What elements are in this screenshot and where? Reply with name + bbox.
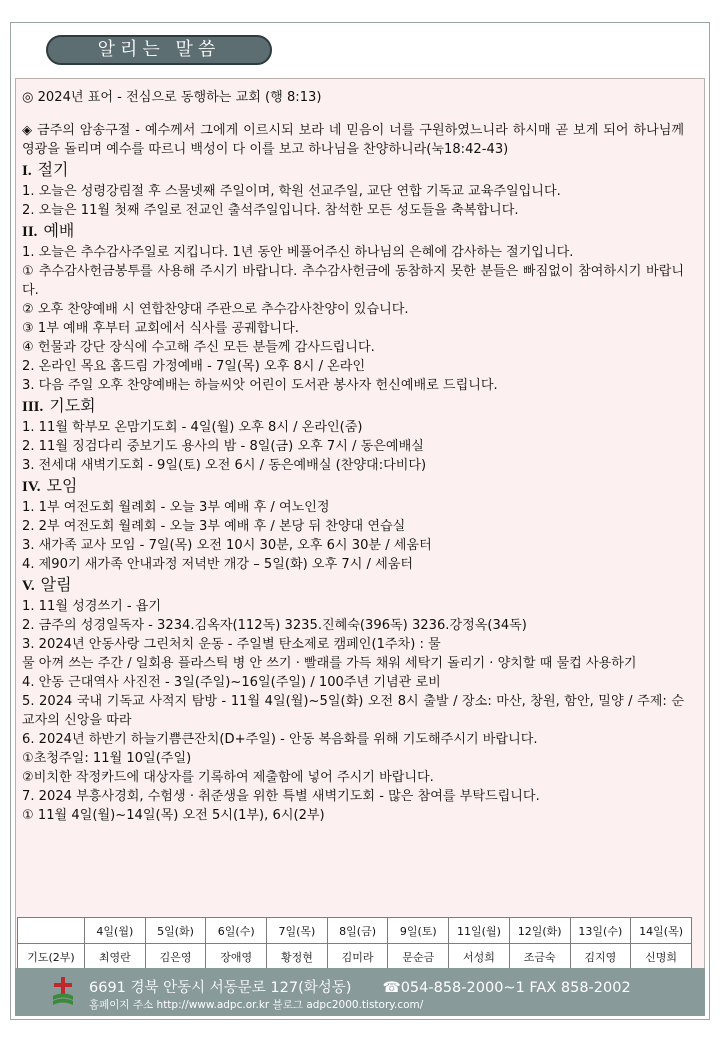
schedule-day: 11일(월): [449, 918, 510, 944]
announcement-content: [22, 88, 684, 825]
section-title: 절기: [37, 160, 69, 179]
schedule-header-row: [18, 918, 692, 944]
announcement-item: 2. 11월 징검다리 중보기도 용사의 밤 - 8일(금) 오후 7시 / 동은예배실: [22, 439, 424, 454]
announcement-item: 4. 제90기 새가족 안내과정 저녁반 개강 – 5일(화) 오후 7시 / 세움터: [22, 557, 414, 572]
address: 6691 경북 안동시 서동문로 127(화성동): [89, 980, 352, 996]
announcement-item: 3. 새가족 교사 모임 - 7일(목) 오전 10시 30분, 오후 6시 30분 / 세움터: [22, 538, 432, 553]
section-number: I.: [22, 163, 32, 179]
schedule-corner-cell: [18, 918, 85, 944]
announcement-item: 7. 2024 부흥사경회, 수험생 · 취준생을 위한 특별 새벽기도회 - 많은 참여를 부탁드립니다.: [22, 789, 540, 804]
year-motto: ◎ 2024년 표어 - 전심으로 동행하는 교회 (행 8:13): [22, 90, 322, 105]
announcement-item: 1. 오늘은 성령강림절 후 스물넷째 주일이며, 학원 선교주일, 교단 연합 기독교 교육주일입니다.: [22, 184, 561, 199]
announcement-item: 5. 2024 국내 기독교 사적지 탐방 - 11월 4일(월)~5일(화) 오전 8시 출발 / 장소: 마산, 창원, 함안, 밀양 / 주제: 순교자의 신앙을 따라: [22, 694, 684, 728]
section-heading: [22, 475, 684, 498]
announcement-item: ④ 헌물과 강단 장식에 수고해 주신 모든 분들께 감사드립니다.: [22, 340, 375, 355]
schedule-name: 김지영: [570, 944, 631, 970]
section-title: 기도회: [49, 396, 96, 415]
schedule-name: 김은영: [145, 944, 206, 970]
section-number: II.: [22, 224, 38, 240]
schedule-day: 14일(목): [631, 918, 692, 944]
announcement-item: 1. 11월 학부모 온맘기도회 - 4일(월) 오후 8시 / 온라인(줌): [22, 420, 363, 435]
announcement-item: 1. 1부 여전도회 월례회 - 오늘 3부 예배 후 / 여노인정: [22, 500, 330, 515]
schedule-day: 5일(화): [145, 918, 206, 944]
section-title: 알림: [40, 575, 72, 594]
phone-fax: ☎054-858-2000~1 FAX 858-2002: [382, 980, 631, 996]
announcement-item: ③ 1부 예배 후부터 교회에서 식사를 공궤합니다.: [22, 321, 299, 336]
announcement-item: 6. 2024년 하반기 하늘기쁨큰잔치(D+주일) - 안동 복음화를 위해 기도해주시기 바랍니다.: [22, 732, 538, 747]
schedule-day: 8일(금): [327, 918, 388, 944]
announcement-item: 3. 전세대 새벽기도회 - 9일(토) 오전 6시 / 동은예배실 (찬양대:다비다): [22, 458, 427, 473]
schedule-name: 장애영: [206, 944, 267, 970]
schedule-row-label: 기도(2부): [18, 944, 85, 970]
footer: [15, 968, 705, 1016]
sections: [22, 159, 684, 825]
page-title: 알리는 말씀: [46, 35, 272, 65]
announcement-item: ② 오후 찬양예배 시 연합찬양대 주관으로 추수감사찬양이 있습니다.: [22, 302, 409, 317]
schedule-day: 7일(목): [267, 918, 328, 944]
announcement-item: 물 아껴 쓰는 주간 / 일회용 플라스틱 병 안 쓰기 · 빨래를 가득 채워 세탁기 돌리기 · 양치할 때 물컵 사용하기: [22, 656, 637, 671]
schedule-name: 최영란: [85, 944, 146, 970]
announcement-item: 2. 2부 여전도회 월례회 - 오늘 3부 예배 후 / 본당 뒤 찬양대 연습실: [22, 519, 406, 534]
section-heading: [22, 220, 684, 243]
announcement-item: 3. 2024년 안동사랑 그린처치 운동 - 주일별 탄소제로 캠페인(1주차) : 물: [22, 637, 441, 652]
schedule-name: 신명희: [631, 944, 692, 970]
footer-web: 홈페이지 주소 http://www.adpc.or.kr 블로그 adpc2000.tistory.com/: [89, 999, 424, 1011]
announcement-item: 2. 금주의 성경일독자 - 3234.김옥자(112독) 3235.진혜숙(396독) 3236.강정옥(34독): [22, 618, 527, 633]
section-number: IV.: [22, 479, 41, 495]
announcement-item: 2. 오늘은 11월 첫째 주일로 전교인 출석주일입니다. 참석한 모든 성도들을 축복합니다.: [22, 203, 519, 218]
schedule-day: 4일(월): [85, 918, 146, 944]
section-title: 모임: [46, 476, 78, 495]
announcement-item: 3. 다음 주일 오후 찬양예배는 하늘씨앗 어린이 도서관 봉사자 헌신예배로 드립니다.: [22, 378, 498, 393]
schedule-day: 9일(토): [388, 918, 449, 944]
announcement-item: ①초청주일: 11월 10일(주일): [22, 751, 192, 766]
church-logo-icon: [51, 976, 75, 1006]
schedule-day: 12일(화): [509, 918, 570, 944]
announcement-item: 2. 온라인 목요 홈드림 가정예배 - 7일(목) 오후 8시 / 온라인: [22, 359, 366, 374]
announcement-item: ① 추수감사헌금봉투를 사용해 주시기 바랍니다. 추수감사헌금에 동참하지 못한 분들은 빠짐없이 참여하시기 바랍니다.: [22, 264, 684, 298]
section-title: 예배: [43, 221, 75, 240]
announcement-item: 1. 오늘은 추수감사주일로 지킵니다. 1년 동안 베풀어주신 하나님의 은혜에 감사하는 절기입니다.: [22, 245, 574, 260]
announcement-item: ① 11월 4일(월)~14일(목) 오전 5시(1부), 6시(2부): [22, 808, 325, 823]
section-number: V.: [22, 578, 35, 594]
schedule-name: 김미라: [327, 944, 388, 970]
schedule-name: 조금숙: [509, 944, 570, 970]
schedule-name: 황정현: [267, 944, 328, 970]
prayer-schedule-table: [17, 917, 692, 970]
memory-verse: ◈ 금주의 암송구절 - 예수께서 그에게 이르시되 보라 네 믿음이 너를 구원하였느니라 하시매 곧 보게 되어 하나님께 영광을 돌리며 예수를 따르니 백성이 다 이를 보고 하나님을 찬양하니라(눅18:42-43): [22, 123, 684, 157]
announcement-item: 1. 11월 성경쓰기 - 욥기: [22, 599, 162, 614]
schedule-name: 문순금: [388, 944, 449, 970]
announcement-item: 4. 안동 근대역사 사진전 - 3일(주일)~16일(주일) / 100주년 기념관 로비: [22, 675, 441, 690]
schedule-day: 6일(수): [206, 918, 267, 944]
section-heading: [22, 395, 684, 418]
schedule-name-row: [18, 944, 692, 970]
schedule-day: 13일(수): [570, 918, 631, 944]
section-heading: [22, 574, 684, 597]
footer-contact: [89, 976, 631, 997]
section-heading: [22, 159, 684, 182]
section-number: III.: [22, 399, 44, 415]
schedule-name: 서성희: [449, 944, 510, 970]
announcement-item: ②비치한 작정카드에 대상자를 기록하여 제출함에 넣어 주시기 바랍니다.: [22, 770, 434, 785]
